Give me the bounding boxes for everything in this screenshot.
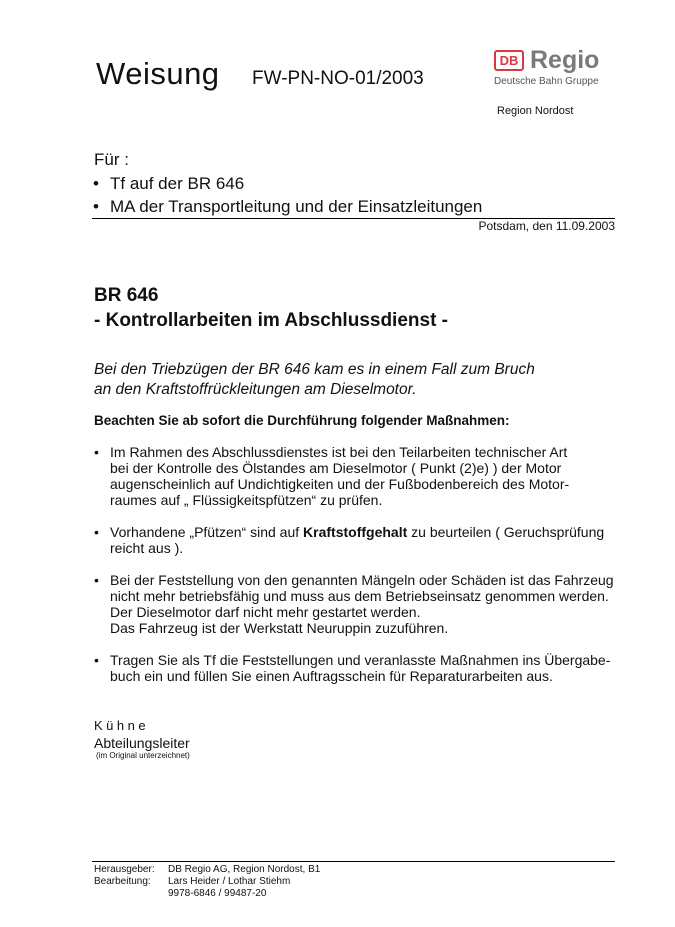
signer-role: Abteilungsleiter [94, 735, 190, 751]
measure-emphasis: Kraftstoffgehalt [303, 524, 408, 540]
intro-line-2: an den Kraftstoffrückleitungen am Dieselmotor. [94, 381, 417, 398]
measure-line [110, 524, 624, 540]
bullet-icon: • [93, 197, 99, 216]
footer-row [94, 888, 320, 900]
intro-paragraph [94, 360, 535, 400]
list-item [93, 196, 482, 219]
measure-line: Im Rahmen des Abschlussdienstes ist bei den Teilarbeiten technischer Art [110, 444, 568, 460]
publisher-value: DB Regio AG, Region Nordost, B1 [168, 864, 321, 875]
subject-line-1: BR 646 [94, 285, 159, 306]
bullet-icon: • [93, 174, 99, 193]
recipients-list [93, 173, 482, 219]
signature-note: (im Original unterzeichnet) [96, 751, 190, 760]
footer-row [94, 876, 320, 888]
db-regio-logo [494, 46, 614, 90]
subject-heading [94, 283, 448, 333]
measure-line: reicht aus ). [110, 540, 184, 556]
recipient-text: Tf auf der BR 646 [110, 174, 245, 193]
list-item [94, 652, 624, 684]
signer-name: Kühne [94, 718, 150, 733]
recipient-text: MA der Transportleitung und der Einsatzleitungen [110, 197, 483, 216]
region-label: Region Nordost [497, 105, 574, 117]
measure-line: Bei der Feststellung von den genannten Mängeln oder Schäden ist das Fahrzeug [110, 572, 614, 588]
list-item [94, 572, 624, 636]
subject-line-2: - Kontrollarbeiten im Abschlussdienst - [94, 310, 449, 331]
measure-line: augenscheinlich auf Undichtigkeiten und der Fußbodenbereich des Motor- [110, 476, 570, 492]
footer-spacer [94, 888, 168, 900]
measures-list [94, 444, 624, 700]
place-date: Potsdam, den 11.09.2003 [478, 219, 615, 233]
measure-line: bei der Kontrolle des Ölstandes am Dieselmotor ( Punkt (2)e) ) der Motor [110, 460, 562, 476]
footer [94, 864, 320, 900]
measure-text: Vorhandene „Pfützen“ sind auf [110, 524, 304, 540]
db-logo-mark: DB [494, 50, 524, 71]
measure-line: Das Fahrzeug ist der Werkstatt Neuruppin zuzuführen. [110, 620, 449, 636]
directive-heading: Beachten Sie ab sofort die Durchführung folgender Maßnahmen: [94, 413, 510, 428]
regio-wordmark: Regio [530, 46, 600, 74]
measure-line: buch ein und füllen Sie einen Auftragsschein für Reparaturarbeiten aus. [110, 668, 553, 684]
group-name: Deutsche Bahn Gruppe [494, 76, 599, 87]
intro-line-1: Bei den Triebzügen der BR 646 kam es in einem Fall zum Bruch [94, 361, 535, 378]
list-item [94, 444, 624, 508]
measure-line: Tragen Sie als Tf die Feststellungen und veranlasste Maßnahmen ins Übergabe- [110, 652, 611, 668]
recipients-label: Für : [94, 150, 129, 169]
document-title: Weisung [96, 56, 220, 91]
bullet-icon: • [94, 652, 99, 668]
list-item [93, 173, 482, 196]
bullet-icon: • [94, 572, 99, 588]
editor-label: Bearbeitung: [94, 876, 151, 887]
measure-text: zu beurteilen ( Geruchsprüfung [407, 524, 605, 540]
publisher-label: Herausgeber: [94, 864, 155, 875]
measure-line: nicht mehr betriebsfähig und muss aus dem Betriebseinsatz genommen werden. [110, 588, 609, 604]
footer-row [94, 864, 320, 876]
list-item [94, 524, 624, 556]
bullet-icon: • [94, 444, 99, 460]
document-number: FW-PN-NO-01/2003 [252, 68, 424, 89]
measure-line: raumes auf „ Flüssigkeitspfützen“ zu prüfen. [110, 492, 383, 508]
measure-line: Der Dieselmotor darf nicht mehr gestartet werden. [110, 604, 421, 620]
phone-value: 9978-6846 / 99487-20 [168, 888, 267, 899]
bullet-icon: • [94, 524, 99, 540]
footer-divider [92, 861, 615, 862]
editor-value: Lars Heider / Lothar Stiehm [168, 876, 291, 887]
